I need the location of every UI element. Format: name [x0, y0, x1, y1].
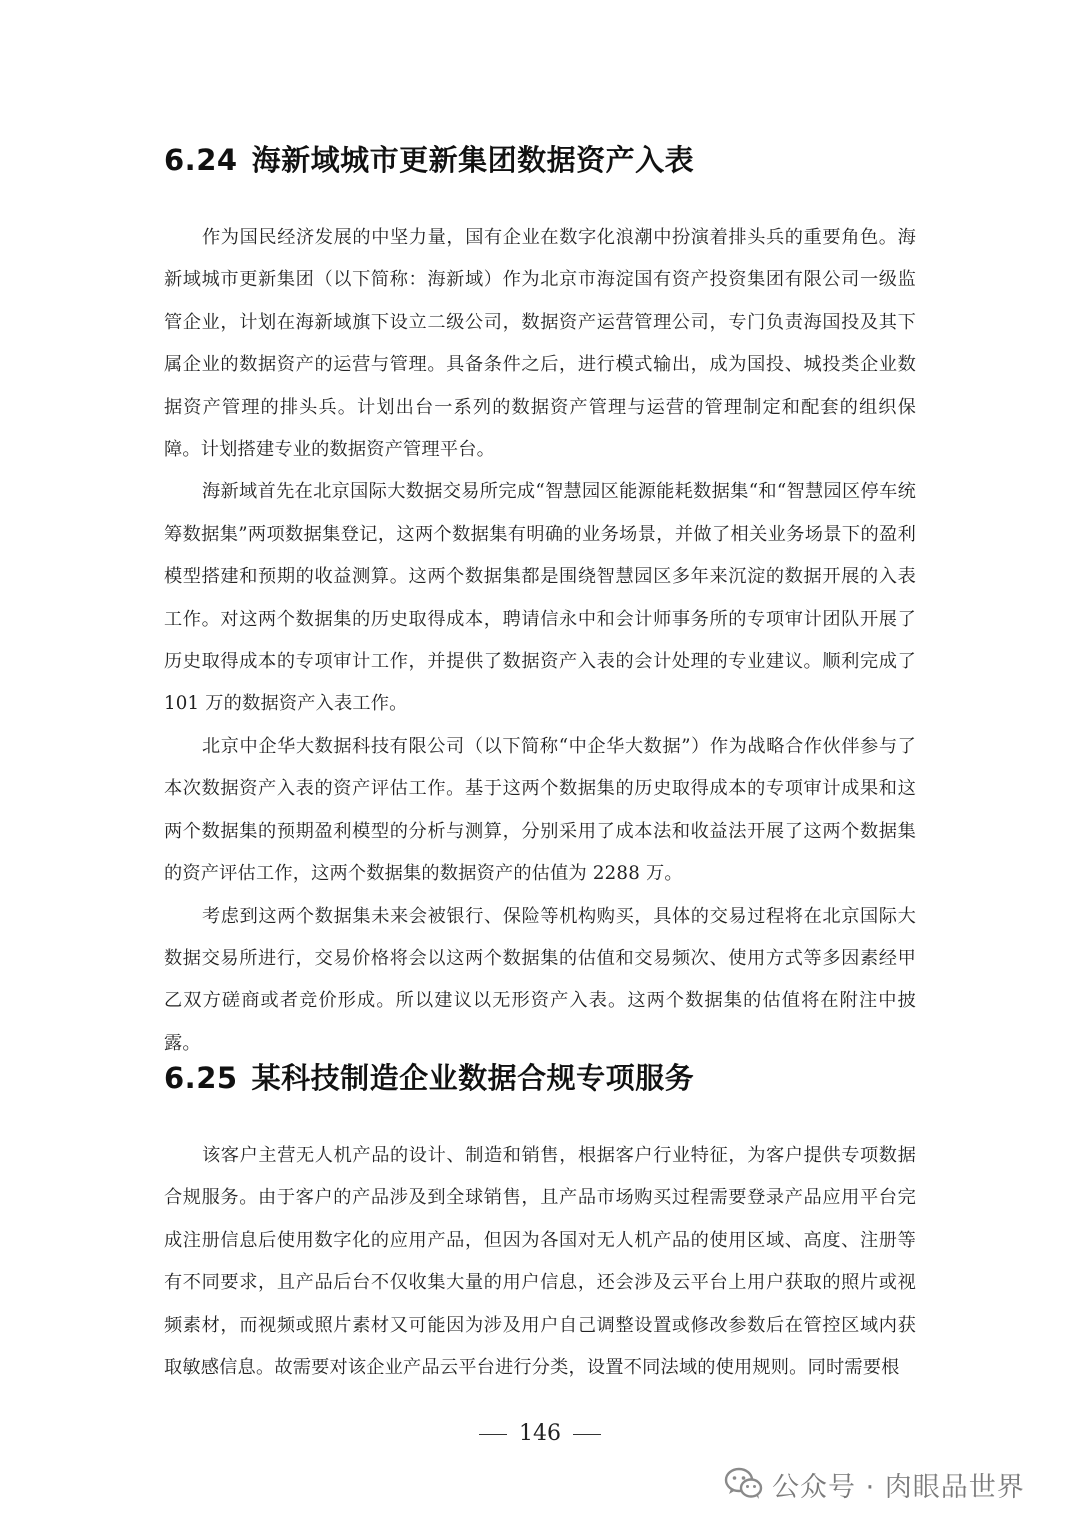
section-title-text: 某科技制造企业数据合规专项服务: [251, 1061, 695, 1095]
paragraph: 海新域首先在北京国际大数据交易所完成“智慧园区能源能耗数据集“和“智慧园区停车统筹数据集”两项数据集登记，这两个数据集有明确的业务场景，并做了相关业务场景下的盈利模型搭建和预期的收益测算。这两个数据集都是围绕智慧园区多年来沉淀的数据开展的入表工作。对这两个数据集的历史取得成本，聘请信永中和会计师事务所的专项审计团队开展了历史取得成本的专项审计工作，并提供了数据资产入表的会计处理的专业建议。顺利完成了 101 万的数据资产入表工作。: [164, 481, 916, 715]
watermark: [724, 1458, 1025, 1510]
section-number: 6.25: [164, 1061, 238, 1095]
section-number: 6.24: [164, 143, 238, 177]
paragraph: 作为国民经济发展的中坚力量，国有企业在数字化浪潮中扮演着排头兵的重要角色。海新域城市更新集团（以下简称：海新域）作为北京市海淀国有资产投资集团有限公司一级监管企业，计划在海新域旗下设立二级公司，数据资产运营管理公司，专门负责海国投及其下属企业的数据资产的运营与管理。具备条件之后，进行模式输出，成为国投、城投类企业数据资产管理的排头兵。计划出台一系列的数据资产管理与运营的管理制定和配套的组织保障。计划搭建专业的数据资产管理平台。: [164, 227, 916, 461]
page-number-value: 146: [519, 1421, 561, 1446]
section-title-text: 海新域城市更新集团数据资产入表: [251, 143, 695, 177]
paragraph: 考虑到这两个数据集未来会被银行、保险等机构购买，具体的交易过程将在北京国际大数据交易所进行，交易价格将会以这两个数据集的估值和交易频次、使用方式等多因素经甲乙双方磋商或者竞价形成。所以建议以无形资产入表。这两个数据集的估值将在附注中披露。: [164, 905, 916, 1054]
section-body-6-25: [164, 1135, 916, 1389]
section-body-6-24: [164, 217, 916, 1065]
page-number-dash-right: [573, 1434, 601, 1435]
page-number-dash-left: [479, 1434, 507, 1435]
page-number: [0, 1414, 1080, 1454]
paragraph: 该客户主营无人机产品的设计、制造和销售，根据客户行业特征，为客户提供专项数据合规服务。由于客户的产品涉及到全球销售，且产品市场购买过程需要登录产品应用平台完成注册信息后使用数字化的应用产品，但因为各国对无人机产品的使用区域、高度、注册等有不同要求，且产品后台不仅收集大量的用户信息，还会涉及云平台上用户获取的照片或视频素材，而视频或照片素材又可能因为涉及用户自己调整设置或修改参数后在管控区域内获取敏感信息。故需要对该企业产品云平台进行分类，设置不同法域的使用规则。同时需要根: [164, 1145, 916, 1379]
section-heading-6-24: [164, 140, 924, 180]
watermark-text: 公众号 · 肉眼品世界: [772, 1471, 1025, 1503]
section-heading-6-25: [164, 1058, 924, 1098]
wechat-icon: [724, 1467, 764, 1501]
paragraph: 北京中企华大数据科技有限公司（以下简称“中企华大数据”）作为战略合作伙伴参与了本次数据资产入表的资产评估工作。基于这两个数据集的历史取得成本的专项审计成果和这两个数据集的预期盈利模型的分析与测算，分别采用了成本法和收益法开展了这两个数据集的资产评估工作，这两个数据集的数据资产的估值为 2288 万。: [164, 735, 916, 885]
